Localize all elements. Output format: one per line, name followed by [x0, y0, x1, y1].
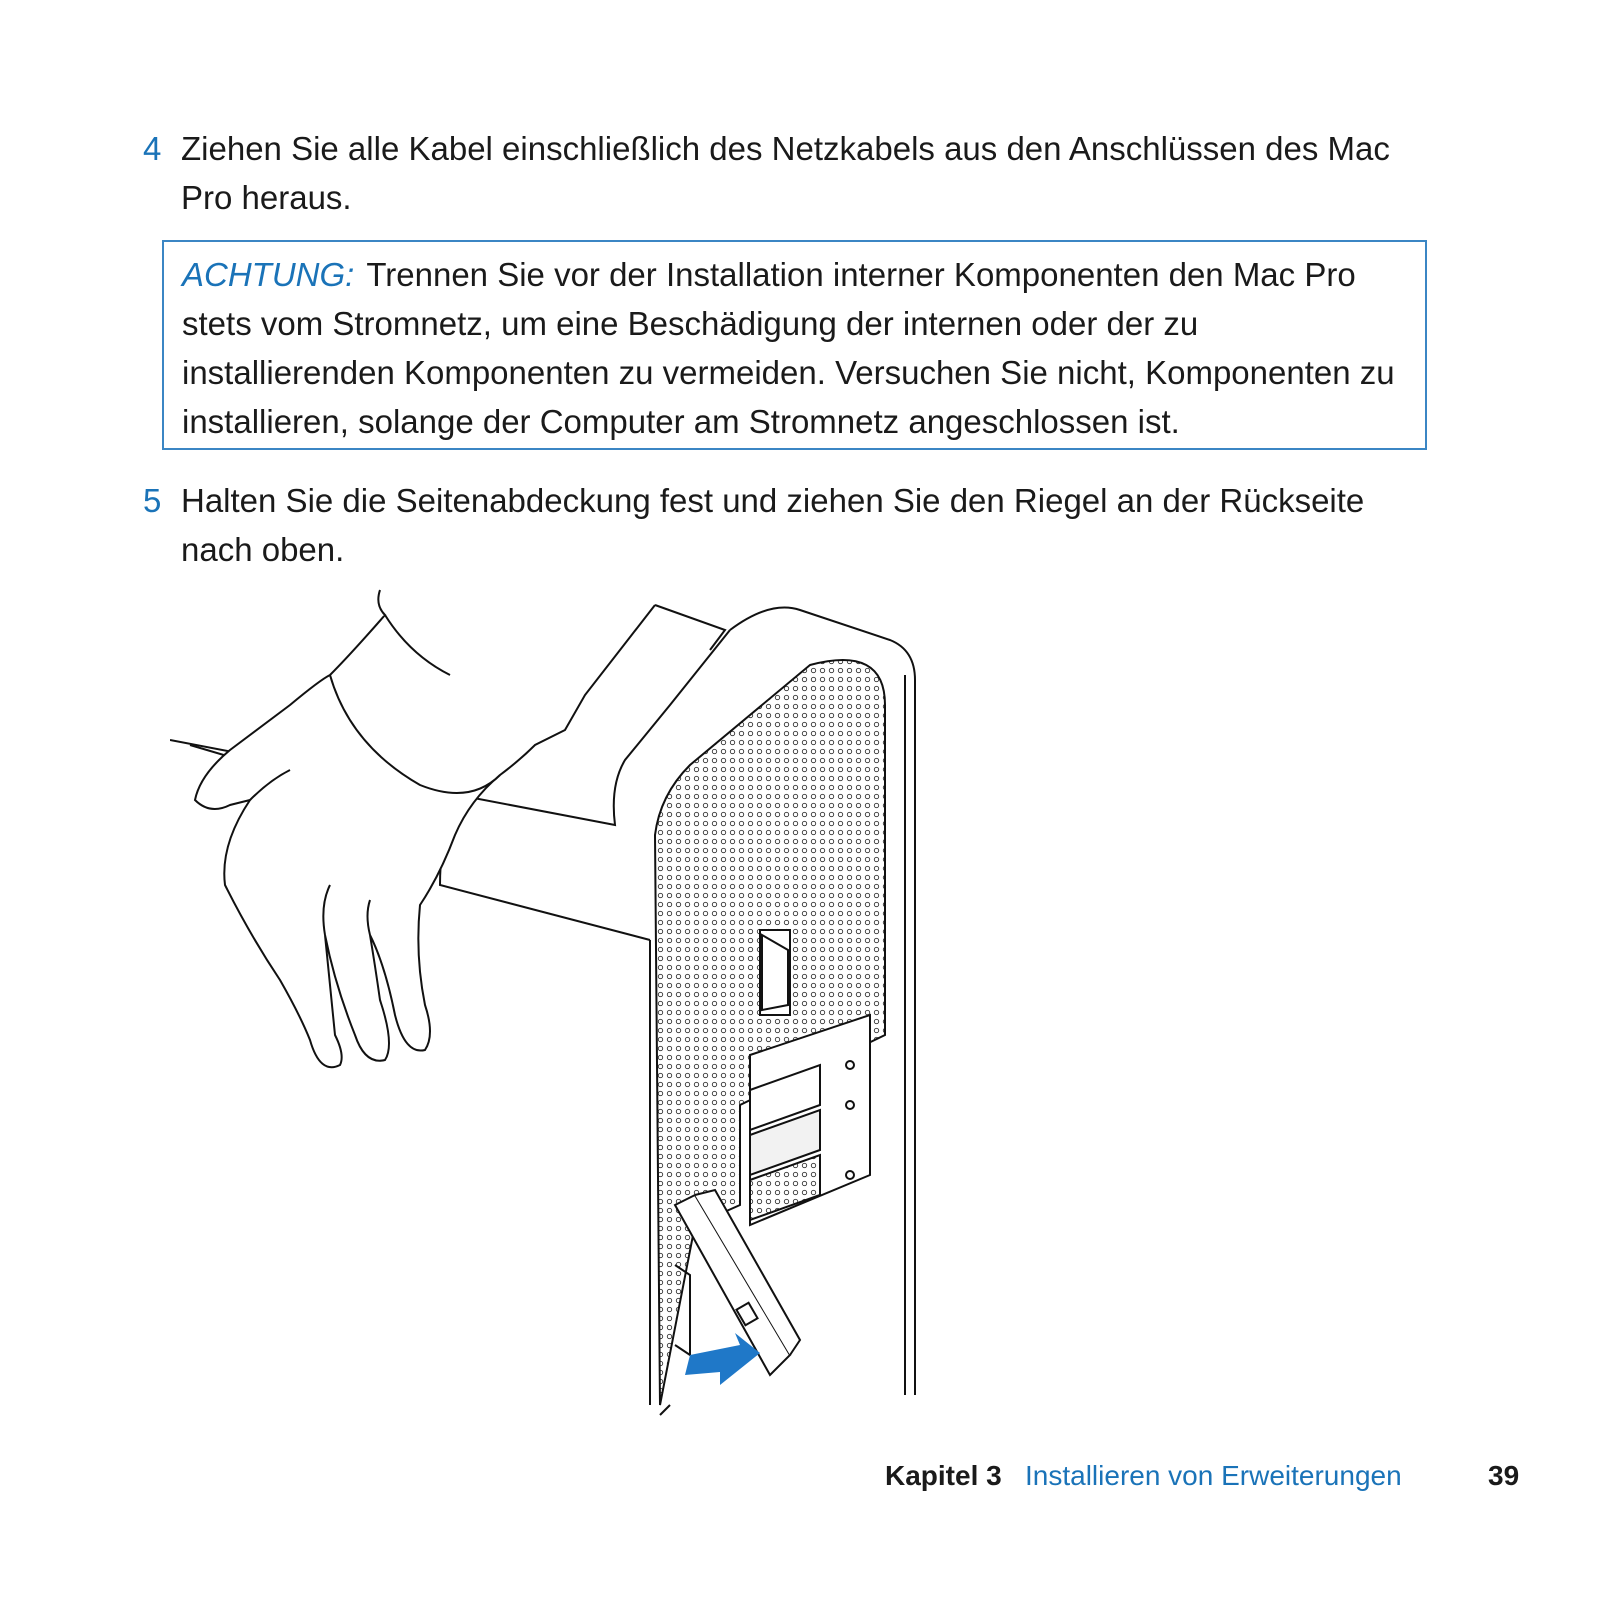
page-number: 39: [1488, 1460, 1520, 1491]
step-text: Halten Sie die Seitenabdeckung fest und ziehen Sie den Riegel an der Rückseite nach oben.: [181, 482, 1365, 568]
arrow-icon: [685, 1333, 760, 1385]
warning-label: ACHTUNG:: [182, 256, 355, 293]
footer-chapter: Kapitel 3: [885, 1460, 1002, 1491]
step-number: 5: [143, 482, 162, 519]
step-4: [143, 124, 1443, 222]
footer-chapter-title: Installieren von Erweiterungen: [1025, 1460, 1402, 1491]
step-text: Ziehen Sie alle Kabel einschließlich des Netzkabels aus den Anschlüssen des Mac Pro heraus.: [181, 130, 1390, 216]
warning-text: Trennen Sie vor der Installation interner Komponenten den Mac Pro stets vom Stromnetz, um eine Beschädigung der internen oder der zu installierenden Komponenten zu vermeiden. Versuchen Sie nicht, Komponenten zu installieren, solange der Computer am Stromnetz angeschlossen ist.: [182, 256, 1395, 440]
step-number: 4: [143, 130, 162, 167]
hand-drawing: [195, 590, 655, 1067]
illustration-mac-pro-latch: [170, 585, 930, 1435]
warning-box: [162, 240, 1427, 450]
step-5: [143, 476, 1443, 574]
